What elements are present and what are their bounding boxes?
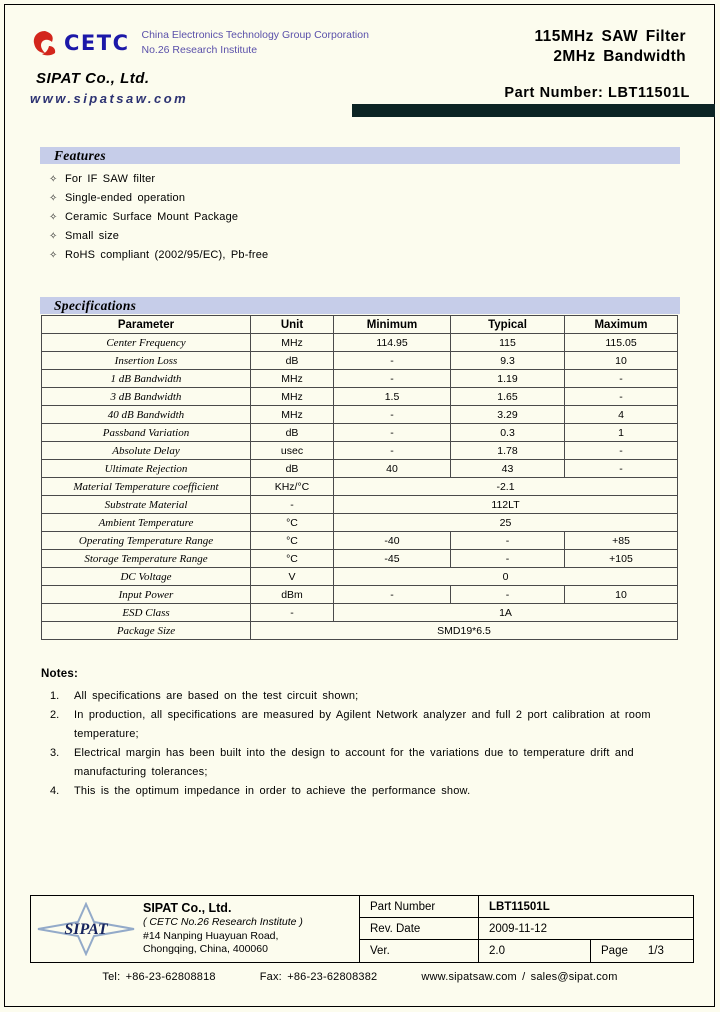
part-number-value: LBT11501L	[478, 896, 694, 918]
rev-date-label: Rev. Date	[360, 918, 478, 940]
spec-cell: Operating Temperature Range	[42, 532, 251, 550]
spec-cell: 115	[451, 334, 565, 352]
page-value: 1/3	[647, 945, 664, 957]
note-item	[41, 782, 689, 801]
note-text: In production, all specifications are measured by Agilent Network analyzer and full 2 port calibration at room temperature;	[74, 709, 651, 740]
spec-cell: 40	[334, 460, 451, 478]
note-text: All specifications are based on the test circuit shown;	[74, 690, 359, 702]
spec-cell: -	[334, 442, 451, 460]
spec-cell: -45	[334, 550, 451, 568]
col-header-maximum: Maximum	[565, 316, 678, 334]
product-title	[535, 27, 686, 67]
spec-row	[42, 388, 678, 406]
spec-cell: Passband Variation	[42, 424, 251, 442]
spec-cell: 1.19	[451, 370, 565, 388]
spec-cell: °C	[251, 550, 334, 568]
spec-cell: Storage Temperature Range	[42, 550, 251, 568]
spec-cell: -	[334, 586, 451, 604]
spec-cell: +105	[565, 550, 678, 568]
spec-cell: V	[251, 568, 334, 586]
spec-row	[42, 532, 678, 550]
notes-list	[41, 687, 689, 801]
spec-cell: 0	[334, 568, 678, 586]
spec-table-body	[42, 334, 678, 640]
feature-text: RoHS compliant (2002/95/EC), Pb-free	[65, 249, 269, 261]
cetc-logo-icon	[30, 29, 60, 57]
spec-cell: 114.95	[334, 334, 451, 352]
feature-item	[40, 173, 680, 192]
spec-cell: Insertion Loss	[42, 352, 251, 370]
note-text: Electrical margin has been built into the design to account for the variations due to temperature drift and manufacturing tolerances;	[74, 747, 634, 778]
spec-cell: ESD Class	[42, 604, 251, 622]
spec-row	[42, 496, 678, 514]
spec-cell: 25	[334, 514, 678, 532]
spec-row	[42, 478, 678, 496]
note-number: 3.	[50, 747, 60, 759]
spec-cell: -	[334, 352, 451, 370]
note-item	[41, 744, 689, 782]
spec-cell: Ambient Temperature	[42, 514, 251, 532]
footer-institute: ( CETC No.26 Research Institute )	[143, 916, 303, 928]
spec-cell: -	[334, 424, 451, 442]
spec-row	[42, 604, 678, 622]
spec-cell: MHz	[251, 370, 334, 388]
specifications-section-header	[40, 297, 680, 314]
part-number-label: Part Number	[360, 896, 478, 918]
feature-text: Small size	[65, 230, 120, 242]
spec-row	[42, 424, 678, 442]
note-item	[41, 706, 689, 744]
spec-cell: -40	[334, 532, 451, 550]
spec-cell: 1 dB Bandwidth	[42, 370, 251, 388]
spec-cell: dB	[251, 352, 334, 370]
col-header-minimum: Minimum	[334, 316, 451, 334]
spec-cell: -	[565, 442, 678, 460]
web-email-link[interactable]: www.sipatsaw.com / sales@sipat.com	[421, 971, 618, 983]
spec-cell: -	[565, 388, 678, 406]
spec-cell: usec	[251, 442, 334, 460]
spec-cell: -	[565, 460, 678, 478]
corp-name-line1: China Electronics Technology Group Corporation	[141, 29, 369, 41]
part-number-underline-bar	[352, 104, 715, 117]
notes-title: Notes:	[41, 668, 78, 680]
revision-table	[359, 896, 693, 962]
footer-company-name: SIPAT Co., Ltd.	[143, 900, 232, 915]
spec-row	[42, 514, 678, 532]
spec-cell: MHz	[251, 406, 334, 424]
note-item	[41, 687, 689, 706]
spec-cell: °C	[251, 514, 334, 532]
diamond-bullet-icon: ✧	[49, 250, 58, 261]
spec-cell: -2.1	[334, 478, 678, 496]
diamond-bullet-icon: ✧	[49, 193, 58, 204]
spec-row	[42, 352, 678, 370]
spec-row	[42, 550, 678, 568]
spec-cell: 3 dB Bandwidth	[42, 388, 251, 406]
product-title-line1: 115MHz SAW Filter	[534, 28, 686, 45]
spec-row	[42, 568, 678, 586]
contact-line	[0, 971, 720, 983]
feature-text: For IF SAW filter	[65, 173, 156, 185]
tel-text: Tel: +86-23-62808818	[102, 971, 216, 983]
product-title-line2: 2MHz Bandwidth	[553, 48, 686, 65]
note-number: 2.	[50, 709, 60, 721]
spec-cell: Package Size	[42, 622, 251, 640]
spec-cell: SMD19*6.5	[251, 622, 678, 640]
notes-section	[41, 668, 689, 801]
footer-company-info	[143, 902, 303, 957]
ver-value: 2.0	[478, 940, 590, 962]
feature-item	[40, 249, 680, 268]
footer-company-block	[31, 896, 359, 962]
spec-cell: -	[334, 370, 451, 388]
spec-row	[42, 406, 678, 424]
diamond-bullet-icon: ✧	[49, 212, 58, 223]
spec-cell: Center Frequency	[42, 334, 251, 352]
spec-row	[42, 586, 678, 604]
spec-cell: 4	[565, 406, 678, 424]
spec-cell: 0.3	[451, 424, 565, 442]
col-header-typical: Typical	[451, 316, 565, 334]
company-name: SIPAT Co., Ltd.	[36, 70, 150, 87]
spec-cell: 3.29	[451, 406, 565, 424]
col-header-unit: Unit	[251, 316, 334, 334]
sipat-logo-icon	[33, 902, 139, 956]
spec-row	[42, 622, 678, 640]
spec-cell: -	[251, 496, 334, 514]
diamond-bullet-icon: ✧	[49, 231, 58, 242]
spec-cell: MHz	[251, 334, 334, 352]
feature-item	[40, 230, 680, 249]
spec-cell: 1.65	[451, 388, 565, 406]
diamond-bullet-icon: ✧	[49, 174, 58, 185]
spec-cell: -	[451, 586, 565, 604]
page-label: Page	[601, 945, 628, 957]
spec-cell: 1	[565, 424, 678, 442]
spec-header-row	[42, 316, 678, 334]
features-title: Features	[54, 147, 106, 163]
feature-text: Single-ended operation	[65, 192, 186, 204]
note-text: This is the optimum impedance in order to achieve the performance show.	[74, 785, 471, 797]
footer-address-line1: #14 Nanping Huayuan Road,	[143, 929, 279, 942]
features-section-header	[40, 147, 680, 164]
spec-cell: dBm	[251, 586, 334, 604]
specifications-section	[40, 297, 680, 640]
page-indicator	[590, 940, 694, 962]
corp-name-line2: No.26 Research Institute	[141, 44, 258, 56]
footer-address-line2: Chongqing, China, 400060	[143, 943, 268, 955]
spec-cell: 1A	[334, 604, 678, 622]
spec-cell: -	[451, 550, 565, 568]
spec-cell: -	[334, 406, 451, 424]
part-number-heading: Part Number: LBT11501L	[504, 85, 690, 101]
spec-cell: 112LT	[334, 496, 678, 514]
spec-cell: 10	[565, 586, 678, 604]
spec-cell: Ultimate Rejection	[42, 460, 251, 478]
spec-cell: 40 dB Bandwidth	[42, 406, 251, 424]
spec-cell: Material Temperature coefficient	[42, 478, 251, 496]
spec-cell: 115.05	[565, 334, 678, 352]
feature-item	[40, 192, 680, 211]
website-link[interactable]: www.sipatsaw.com	[30, 91, 189, 106]
feature-text: Ceramic Surface Mount Package	[65, 211, 239, 223]
spec-cell: -	[565, 370, 678, 388]
spec-row	[42, 334, 678, 352]
spec-row	[42, 370, 678, 388]
specifications-table	[41, 315, 678, 640]
spec-cell: 9.3	[451, 352, 565, 370]
cetc-logo-text: CETC	[64, 31, 130, 55]
spec-row	[42, 442, 678, 460]
spec-cell: KHz/°C	[251, 478, 334, 496]
spec-cell: Substrate Material	[42, 496, 251, 514]
spec-cell: DC Voltage	[42, 568, 251, 586]
header-brand-row	[30, 28, 369, 58]
spec-row	[42, 460, 678, 478]
spec-cell: 43	[451, 460, 565, 478]
col-header-parameter: Parameter	[42, 316, 251, 334]
note-number: 4.	[50, 785, 60, 797]
spec-cell: 10	[565, 352, 678, 370]
footer	[30, 895, 694, 963]
spec-cell: -	[451, 532, 565, 550]
spec-cell: Input Power	[42, 586, 251, 604]
svg-text:SIPAT: SIPAT	[64, 921, 108, 938]
corp-name-block	[142, 28, 369, 58]
specifications-title: Specifications	[54, 297, 137, 313]
features-section	[40, 147, 680, 268]
spec-cell: +85	[565, 532, 678, 550]
spec-cell: -	[251, 604, 334, 622]
spec-cell: 1.5	[334, 388, 451, 406]
spec-cell: °C	[251, 532, 334, 550]
feature-item	[40, 211, 680, 230]
spec-cell: Absolute Delay	[42, 442, 251, 460]
ver-label: Ver.	[370, 945, 390, 957]
spec-cell: 1.78	[451, 442, 565, 460]
features-list	[40, 173, 680, 268]
rev-date-value: 2009-11-12	[478, 918, 694, 940]
spec-cell: dB	[251, 460, 334, 478]
note-number: 1.	[50, 690, 60, 702]
fax-text: Fax: +86-23-62808382	[259, 971, 378, 983]
spec-cell: MHz	[251, 388, 334, 406]
spec-cell: dB	[251, 424, 334, 442]
